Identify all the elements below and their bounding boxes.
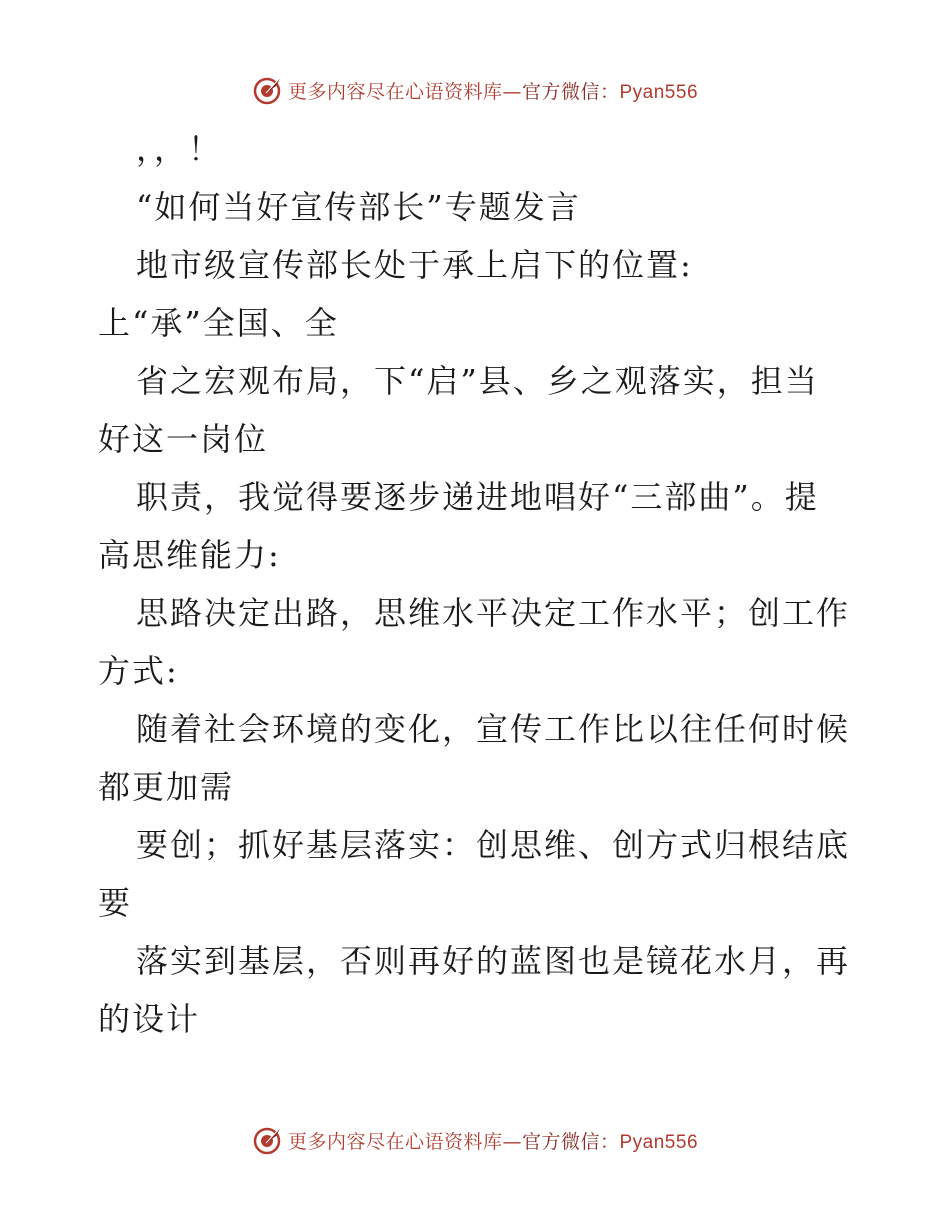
- text-line: 职责，我觉得要逐步递进地唱好“三部曲”。提: [136, 478, 819, 516]
- text-line: 高思维能力:: [98, 536, 281, 574]
- text-line: 上“承”全国、全: [98, 304, 339, 342]
- text-line: 随着社会环境的变化，宣传工作比以往任何时候: [136, 710, 851, 748]
- site-name: 更多内容尽在心语资料库: [287, 1130, 503, 1153]
- text-line: 地市级宣传部长处于承上启下的位置:: [136, 246, 693, 284]
- banner-dash: —: [502, 1130, 522, 1153]
- text-line: 思路决定出路，思维水平决定工作水平；创工作: [136, 594, 851, 632]
- text-line: 的设计: [98, 1000, 201, 1038]
- header-banner: [0, 70, 950, 110]
- text-line: 都更加需: [98, 768, 235, 806]
- wechat-label: 官方微信：: [521, 80, 620, 103]
- wechat-id: Pyan556: [619, 1131, 699, 1153]
- text-line: ，，！: [136, 130, 223, 168]
- wechat-id: Pyan556: [619, 81, 699, 103]
- document-body: [98, 120, 858, 1048]
- site-name: 更多内容尽在心语资料库: [287, 80, 503, 103]
- banner-text: [288, 77, 698, 104]
- text-line: 好这一岗位: [98, 420, 269, 458]
- text-line: 要创；抓好基层落实：创思维、创方式归根结底: [136, 826, 851, 864]
- quill-logo-icon: [252, 74, 284, 106]
- quill-logo-icon: [252, 1124, 284, 1156]
- footer-banner: [0, 1120, 950, 1160]
- text-line: 要: [98, 884, 133, 922]
- banner-dash: —: [502, 80, 522, 103]
- wechat-label: 官方微信：: [521, 1130, 620, 1153]
- text-line: 落实到基层，否则再好的蓝图也是镜花水月，再: [136, 942, 851, 980]
- text-line: 省之宏观布局，下“启”县、乡之观落实，担当: [136, 362, 819, 400]
- text-line: “如何当好宣传部长”专题发言: [136, 188, 581, 226]
- banner-text: [288, 1127, 698, 1154]
- text-line: 方式:: [98, 652, 179, 690]
